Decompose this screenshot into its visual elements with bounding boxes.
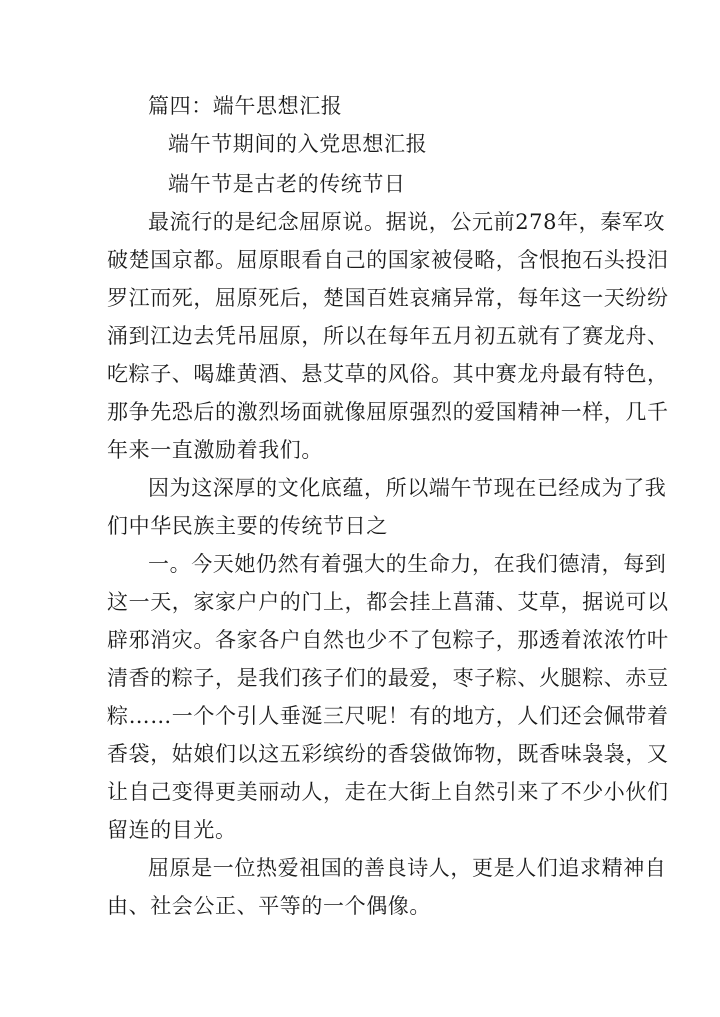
paragraph-line: 年来一直激励着我们。 bbox=[107, 438, 323, 462]
paragraph-line: 香袋，姑娘们以这五彩缤纷的香袋做饰物，既香味袅袅，又 bbox=[107, 742, 669, 766]
paragraph-line: 粽……一个个引人垂涎三尺呢！有的地方，人们还会佩带着 bbox=[107, 704, 669, 728]
paragraph-line: 让自己变得更美丽动人，走在大街上自然引来了不少小伙们 bbox=[107, 780, 669, 804]
paragraph-line: 由、社会公正、平等的一个偶像。 bbox=[107, 894, 431, 918]
paragraph-line: 最流行的是纪念屈原说。据说，公元前278年，秦军攻 bbox=[148, 210, 666, 234]
paragraph-line: 清香的粽子，是我们孩子们的最爱，枣子粽、火腿粽、赤豆 bbox=[107, 666, 669, 690]
paragraph-line: 罗江而死，屈原死后，楚国百姓哀痛异常，每年这一天纷纷 bbox=[107, 286, 669, 310]
paragraph-line: 屈原是一位热爱祖国的善良诗人，更是人们追求精神自 bbox=[148, 856, 667, 880]
paragraph-line: 们中华民族主要的传统节日之 bbox=[107, 514, 388, 538]
paragraph-line: 那争先恐后的激烈场面就像屈原强烈的爱国精神一样，几千 bbox=[107, 400, 669, 424]
paragraph-line: 吃粽子、喝雄黄酒、悬艾草的风俗。其中赛龙舟最有特色， bbox=[107, 362, 669, 386]
report-title: 端午节期间的入党思想汇报 bbox=[168, 132, 428, 156]
paragraph-line: 涌到江边去凭吊屈原，所以在每年五月初五就有了赛龙舟、 bbox=[107, 324, 669, 348]
report-subtitle: 端午节是古老的传统节日 bbox=[168, 172, 406, 196]
paragraph-line: 辟邪消灾。各家各户自然也少不了包粽子，那透着浓浓竹叶 bbox=[107, 628, 669, 652]
paragraph-line: 因为这深厚的文化底蕴，所以端午节现在已经成为了我 bbox=[148, 476, 667, 500]
section-heading: 篇四：端午思想汇报 bbox=[148, 94, 343, 118]
paragraph-line: 留连的目光。 bbox=[107, 818, 237, 842]
paragraph-line: 破楚国京都。屈原眼看自己的国家被侵略，含恨抱石头投汨 bbox=[107, 248, 669, 272]
paragraph-line: 这一天，家家户户的门上，都会挂上菖蒲、艾草，据说可以 bbox=[107, 590, 669, 614]
paragraph-line: 一。今天她仍然有着强大的生命力，在我们德清，每到 bbox=[148, 552, 667, 576]
